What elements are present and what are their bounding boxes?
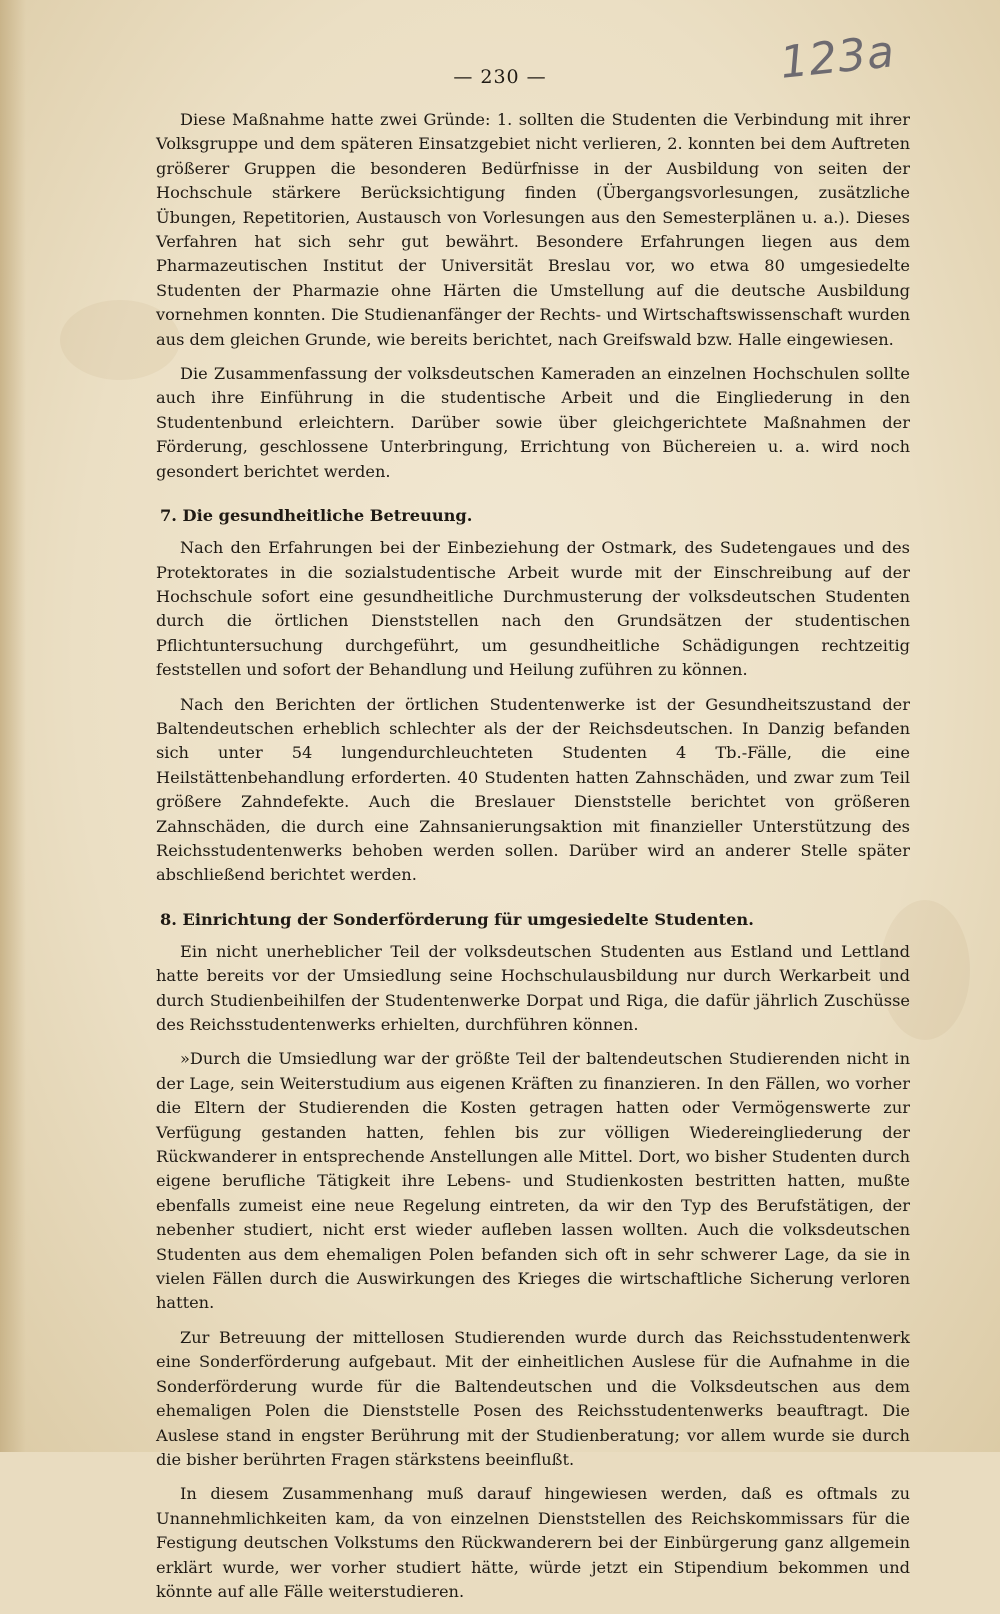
page-number: — 230 — — [453, 66, 547, 88]
paragraph: Diese Maßnahme hatte zwei Gründe: 1. sollten die Studenten die Verbindung mit ihrer Volksgruppe und dem späteren Einsatzgebiet nicht verlieren, 2. konnten bei dem Auftreten größerer Gruppen die besonderen Bedürfnisse in der Ausbildung von seiten der Hochschule stärkere Berücksichtigung finden (Übergangsvorlesungen, zusätzliche Übungen, Repetitorien, Austausch von Vorlesungen aus den Semesterplänen u. a.). Dieses Verfahren hat sich sehr gut bewährt. Besondere Erfahrungen liegen aus dem Pharmazeutischen Institut der Universität Breslau vor, wo etwa 80 umgesiedelte Studenten der Pharmazie ohne Härten die Umstellung auf die deutsche Ausbildung vornehmen konnten. Die Studienanfänger der Rechts- und Wirtschaftswissenschaft wurden aus dem gleichen Grunde, wie bereits berichtet, nach Greifswald bzw. Halle eingewiesen. — [156, 110, 910, 349]
paragraph: Nach den Berichten der örtlichen Studentenwerke ist der Gesundheitszustand der Baltendeutschen erheblich schlechter als der der Reichsdeutschen. In Danzig befanden sich unter 54 lungendurchleuchteten Studenten 4 Tb.-Fälle, die eine Heilstättenbehandlung erforderten. 40 Studenten hatten Zahnschäden, und zwar zum Teil größere Zahndefekte. Auch die Breslauer Dienststelle berichtet von größeren Zahnschäden, die durch eine Zahnsanierungsaktion mit finanzieller Unterstützung des Reichsstudentenwerks behoben werden sollen. Darüber wird an anderer Stelle später abschließend berichtet werden. — [156, 694, 910, 885]
paragraph: Die Zusammenfassung der volksdeutschen Kameraden an einzelnen Hochschulen sollte auch ihre Einführung in die studentische Arbeit und die Eingliederung in den Studentenbund erleichtern. Darüber sowie über gleichgerichtete Maßnahmen der Förderung, geschlossene Unterbringung, Errichtung von Büchereien u. a. wird noch gesondert berichtet werden. — [156, 364, 910, 481]
section-heading-8: 8. Einrichtung der Sonderförderung für umgesiedelte Studenten. — [160, 909, 754, 929]
paragraph: Nach den Erfahrungen bei der Einbeziehung der Ostmark, des Sudetengaues und des Protektorates in die sozialstudentische Arbeit wurde mit der Einschreibung auf der Hochschule sofort eine gesundheitliche Durchmusterung der volksdeutschen Studenten durch die örtlichen Dienststellen nach den Grundsätzen der studentischen Pflichtuntersuchung durchgeführt, um gesundheitliche Schädigungen rechtzeitig feststellen und sofort der Behandlung und Heilung zuführen zu können. — [156, 538, 910, 680]
paragraph: Ein nicht unerheblicher Teil der volksdeutschen Studenten aus Estland und Lettland hatte bereits vor der Umsiedlung seine Hochschulausbildung nur durch Werkarbeit und durch Studienbeihilfen der Studentenwerke Dorpat und Riga, die dafür jährlich Zuschüsse des Reichsstudentenwerks erhielten, durchführen können. — [156, 941, 910, 1034]
handwritten-folio-number: 123a — [777, 26, 898, 89]
paragraph: »Durch die Umsiedlung war der größte Teil der baltendeutschen Studierenden nicht in der Lage, sein Weiterstudium aus eigenen Kräften zu finanzieren. In den Fällen, wo vorher die Eltern der Studierenden die Kosten getragen hatten oder Vermögenswerte zur Verfügung gestanden hatten, fehlen bis zur völligen Wiedereingliederung der Rückwanderer in entsprechende Anstellungen alle Mittel. Dort, wo bisher Studenten durch eigene berufliche Tätigkeit ihre Lebens- und Studienkosten bestritten hatten, mußte ebenfalls zumeist eine neue Regelung eintreten, da wir den Typ des Berufstätigen, der nebenher studiert, nicht erst wieder aufleben lassen wollten. Auch die volksdeutschen Studenten aus dem ehemaligen Polen befanden sich oft in sehr schwerer Lage, da sie in vielen Fällen durch die Auswirkungen des Krieges die wirtschaftliche Sicherung verloren hatten. — [156, 1049, 910, 1313]
section-heading-7: 7. Die gesundheitliche Betreuung. — [160, 506, 473, 526]
document-body — [156, 108, 910, 1614]
paragraph: In diesem Zusammenhang muß darauf hingewiesen werden, daß es oftmals zu Unannehmlichkeiten kam, da von einzelnen Dienststellen des Reichskommissars für die Festigung deutschen Volkstums den Rückwanderern bei der Einbürgerung ganz allgemein erklärt wurde, wer vorher studiert hätte, würde jetzt ein Stipendium bekommen und könnte auf alle Fälle weiterstudieren. — [156, 1484, 910, 1601]
page-edge-shadow — [0, 0, 26, 1452]
paragraph: Zur Betreuung der mittellosen Studierenden wurde durch das Reichsstudentenwerk eine Sonderförderung aufgebaut. Mit der einheitlichen Auslese für die Aufnahme in die Sonderförderung wurde für die Baltendeutschen und die Volksdeutschen aus dem ehemaligen Polen die Dienststelle Posen des Reichsstudentenwerks beauftragt. Die Auslese stand in engster Berührung mit der Studienberatung; vor allem wurde sie durch die bisher berührten Fragen stärkstens beeinflußt. — [156, 1327, 910, 1469]
